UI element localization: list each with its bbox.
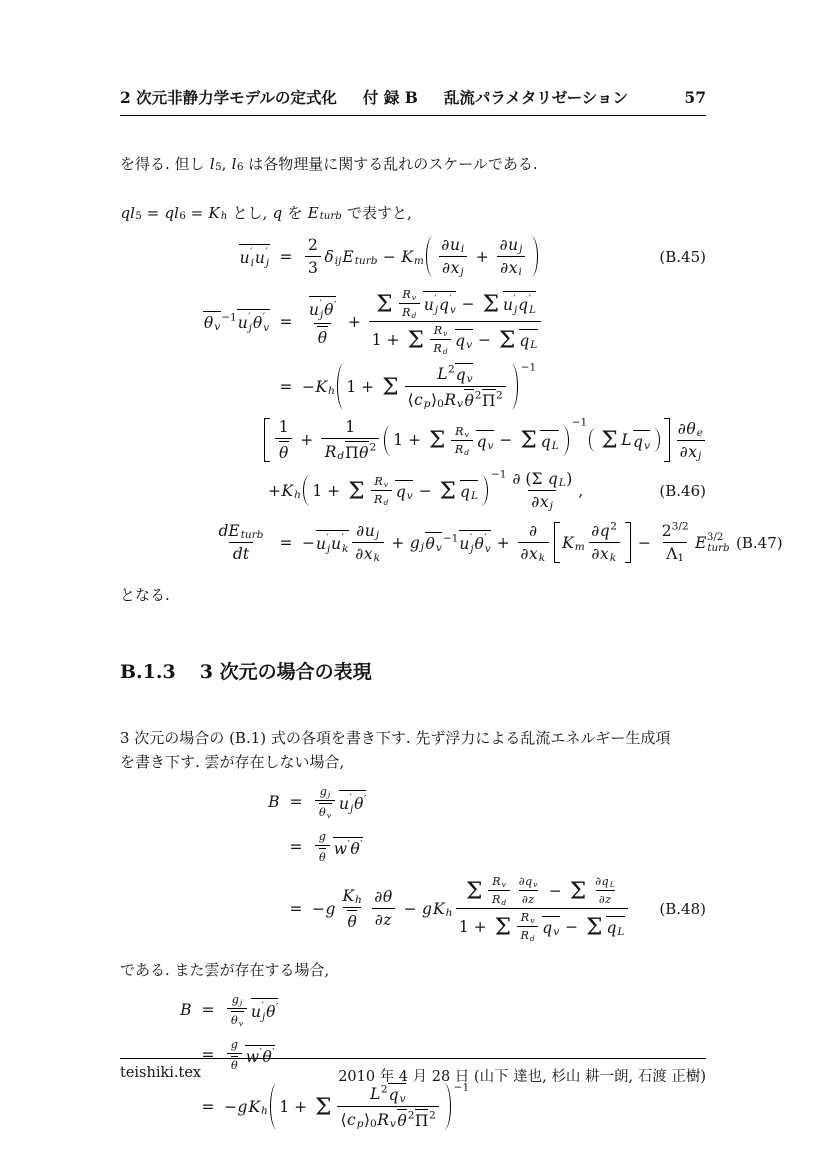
section-number: B.1.3 — [120, 661, 176, 683]
paragraph-dearu: である. また雲が存在する場合, — [120, 961, 330, 979]
equation-buoyancy-cloud: B = g j θ v u ′ j θ ′ = $\frac{g}{\theta}$ w ′ θ ′ = − g K h 1 + Σ L 2 q v ⟨ c p ⟩ 0 R v θ 2 Π 2 −1 — [180, 993, 470, 1130]
equation-B48: B = g j θ v u ′ j θ ′ = $\frac{g}{\theta}$ w ′ θ ′ = − g K h θ ∂ θ ∂ z − g K h Σ R v R d ∂ q v ∂ z − Σ ∂ q L ∂ z 1 + Σ R v R d q v − Σ q L (B.48) — [268, 785, 706, 943]
page-number: 57 — [684, 88, 706, 107]
footer-date-authors: 2010 年 4 月 28 日 (山下 達也, 杉山 耕一朗, 石渡 正樹) — [338, 1069, 706, 1085]
paragraph-3d-intro-line2: を書き下す. 雲が存在しない場合, — [120, 753, 345, 771]
section-title: 3 次元の場合の表現 — [199, 661, 372, 683]
page-header — [120, 86, 706, 116]
paragraph-tonaru: となる. — [120, 586, 170, 604]
equation-B46: θ v −1 u ′ j θ ′ v = u ′ j θ ′ θ + Σ R v R d u ′ j q ′ v − Σ u ′ j q ′ L 1 + Σ R v R d q v − Σ q L = − K h 1 + Σ L 2 q v ⟨ c p ⟩ 0 R v θ 2 Π 2 −1 $\frac{1}{\theta}$ + 1 R d Π θ 2 1 + Σ R v R d q v − Σ q L −1 Σ L q v ∂ θ e ∂ x j + K h 1 + Σ R v R d q v − Σ q L −1 ∂ (Σ q L ) ∂ x j , (B.46) — [203, 288, 706, 513]
paragraph-3d-intro — [120, 726, 706, 774]
paragraph-kh-definition: ql 5 = ql 6 = K h とし, q を E turb で表すと, — [120, 204, 412, 222]
header-title-right: 乱流パラメタリゼーション — [443, 88, 628, 107]
footer-filename: teishiki.tex — [120, 1065, 202, 1081]
page-footer — [120, 1058, 706, 1086]
equation-B47: dE turb dt = − u ′ j u ′ k ∂ u j ∂ x k + g j θ v −1 u ′ j θ ′ v + ∂ ∂ x k K m ∂ q 2 ∂ x k − 2 3/2 Λ 1 E 3/2 turb (B.47) — [218, 520, 783, 565]
section-heading — [120, 657, 706, 684]
header-title-left: 2 次元非静力学モデルの定式化 — [120, 88, 337, 107]
paragraph-3d-intro-line1: 3 次元の場合の (B.1) 式の各項を書き下す. 先ず浮力による乱流エネルギー生成項 — [120, 729, 671, 747]
paragraph-scales: を得る. 但し l 5 , l 6 は各物理量に関する乱れのスケールである. — [120, 155, 538, 173]
header-title-middle: 付 録 B — [362, 88, 418, 107]
page-content — [120, 0, 783, 1141]
equation-B45: u ′ i u ′ j = $\frac{2}{3}$ δ ij E turb − K m ∂ u i ∂ x j + ∂ u j ∂ x i (B.45) — [239, 236, 706, 279]
